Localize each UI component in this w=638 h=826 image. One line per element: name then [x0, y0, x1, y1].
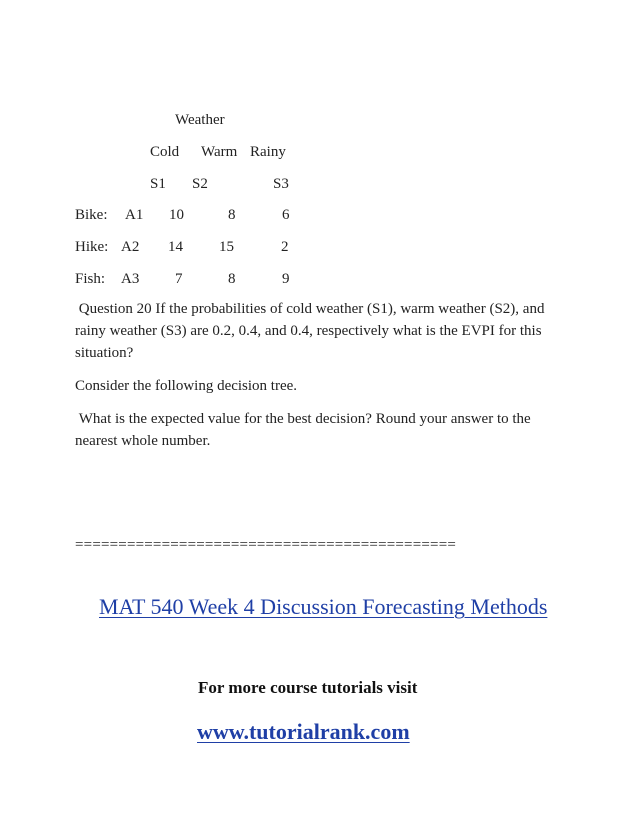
row-value-s2: 8: [228, 271, 236, 287]
row-code: A3: [121, 271, 140, 287]
promo-text: For more course tutorials visit: [198, 678, 418, 697]
row-value-s2: 15: [219, 239, 234, 255]
next-tutorial-link[interactable]: MAT 540 Week 4 Discussion Forecasting Methods: [99, 594, 548, 619]
condition-cold: Cold: [150, 144, 180, 160]
expected-value-question: What is the expected value for the best decision? Round your answer to the nearest whole number.: [75, 411, 535, 449]
decision-tree-prompt: Consider the following decision tree.: [75, 378, 298, 394]
condition-warm: Warm: [201, 144, 238, 160]
row-value-s1: 10: [169, 207, 184, 223]
weather-header: Weather: [175, 112, 225, 128]
row-value-s3: 2: [281, 239, 289, 255]
state-s3: S3: [273, 176, 289, 192]
row-activity: Bike:: [75, 207, 108, 223]
row-value-s3: 9: [282, 271, 290, 287]
question-20-text: Question 20 If the probabilities of cold weather (S1), warm weather (S2), and rainy weather (S3) are 0.2, 0.4, and 0.4, respectively what is the EVPI for this situation?: [75, 301, 549, 361]
row-code: A1: [125, 207, 144, 223]
row-value-s1: 7: [175, 271, 183, 287]
row-value-s2: 8: [228, 207, 236, 223]
row-activity: Fish:: [75, 271, 106, 287]
row-value-s3: 6: [282, 207, 290, 223]
state-s2: S2: [192, 176, 208, 192]
row-activity: Hike:: [75, 239, 109, 255]
divider: ============================================: [75, 537, 457, 553]
row-code: A2: [121, 239, 140, 255]
row-value-s1: 14: [168, 239, 183, 255]
condition-rainy: Rainy: [250, 144, 286, 160]
site-url-link[interactable]: www.tutorialrank.com: [197, 719, 410, 744]
state-s1: S1: [150, 176, 166, 192]
